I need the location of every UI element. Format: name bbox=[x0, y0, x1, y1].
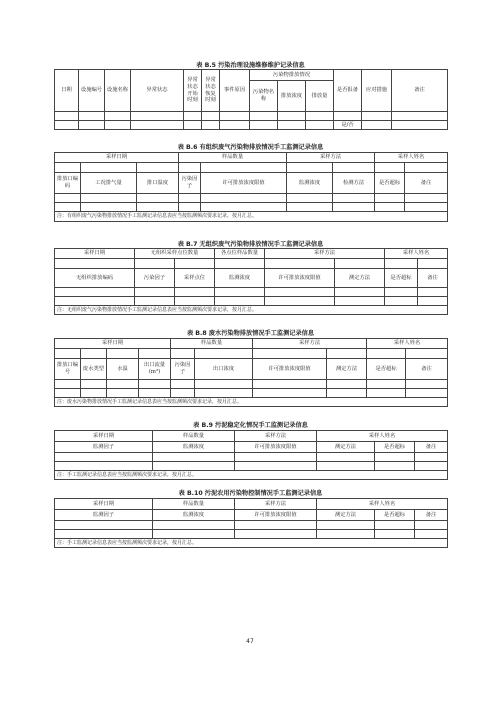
table-b10 bbox=[54, 498, 448, 548]
table-row bbox=[55, 453, 448, 462]
b6-top-sample-count: 样品数量 bbox=[179, 153, 287, 163]
b7-col-test-method: 测定方法 bbox=[335, 269, 385, 288]
table-b8 bbox=[54, 338, 448, 407]
b6-col-outlet-temperature: 排口温度 bbox=[137, 173, 179, 194]
b8-col-outlet-no: 排放口编号 bbox=[55, 359, 81, 380]
table-row bbox=[55, 530, 448, 539]
table-row bbox=[55, 288, 448, 297]
table-row bbox=[55, 462, 448, 471]
b9-col-concentration: 监测浓度 bbox=[153, 442, 235, 453]
b5-header-abnormal-start: 异常状态开始时刻 bbox=[184, 70, 202, 112]
b7-top-sampling-method: 采样方法 bbox=[265, 249, 385, 259]
b6-top-sampler-name: 采样人姓名 bbox=[375, 153, 448, 163]
b6-col-exhaust-volume: 工况排气量 bbox=[81, 173, 137, 194]
page-number: 47 bbox=[246, 638, 254, 645]
b8-top-sampler-name: 采样人姓名 bbox=[367, 339, 448, 349]
b9-col-test-method: 测定方法 bbox=[317, 442, 375, 453]
b5-header-measures: 应对措施 bbox=[362, 70, 392, 112]
b8-col-water-temperature: 水温 bbox=[107, 359, 139, 380]
b9-top-sample-count: 样品数量 bbox=[153, 431, 235, 442]
b10-top-sampling-date: 采样日期 bbox=[55, 499, 153, 510]
b9-top-sampler-name: 采样人姓名 bbox=[317, 431, 448, 442]
b5-header-facility-no: 设施编号 bbox=[79, 70, 105, 112]
table-b7 bbox=[54, 248, 448, 315]
b6-col-pollution-factor: 污染因子 bbox=[179, 173, 201, 194]
b7-col-fugitive-code: 无组织排放编码 bbox=[55, 269, 135, 288]
b7-col-exceed: 是否超标 bbox=[385, 269, 418, 288]
b5-header-emission-group: 污染物排放情况 bbox=[250, 70, 334, 81]
b10-col-concentration: 监测浓度 bbox=[153, 510, 235, 521]
b7-col-permit-limit: 许可排放浓度限值 bbox=[265, 269, 335, 288]
b10-top-sample-count: 样品数量 bbox=[153, 499, 235, 510]
table-b9-caption: 表 B.9 污泥稳定化情况手工监测记录信息 bbox=[193, 422, 308, 429]
table-b10-caption: 表 B.10 污泥农用污染物控制情况手工监测记录信息 bbox=[178, 490, 323, 497]
b7-note: 注：无组织废气污染物排放情况手工监测记录信息表应当按监测频次要求记录，按月汇总。 bbox=[55, 306, 448, 315]
b5-header-remark: 备注 bbox=[392, 70, 448, 112]
b5-header-facility-name: 设施名称 bbox=[105, 70, 131, 112]
table-row bbox=[55, 203, 448, 212]
b10-col-permit-limit: 许可排放浓度限值 bbox=[235, 510, 317, 521]
table-row bbox=[55, 121, 448, 130]
table-row bbox=[55, 194, 448, 203]
b8-top-sampling-method: 采样方法 bbox=[253, 339, 367, 349]
table-b6-caption: 表 B.6 有组织废气污染物排放情况手工监测记录信息 bbox=[177, 144, 324, 151]
b8-col-test-method: 测定方法 bbox=[327, 359, 367, 380]
table-b9 bbox=[54, 430, 448, 480]
b5-header-abnormal-state: 异常状态 bbox=[131, 70, 184, 112]
b5-header-pollutant: 污染物名称 bbox=[250, 81, 278, 112]
table-row bbox=[55, 389, 448, 398]
b5-report-yes-no: 是/否 bbox=[334, 121, 362, 130]
b5-header-concentration: 排放浓度 bbox=[278, 81, 306, 112]
b8-col-outlet-flow: 出口流量(m³) bbox=[139, 359, 171, 380]
b10-col-remark: 备注 bbox=[415, 510, 448, 521]
b7-top-sampler-name: 采样人姓名 bbox=[385, 249, 448, 259]
b10-col-test-method: 测定方法 bbox=[317, 510, 375, 521]
table-b7-caption: 表 B.7 无组织废气污染物排放情况手工监测记录信息 bbox=[177, 241, 324, 248]
b6-col-remark: 备注 bbox=[405, 173, 448, 194]
b5-header-date: 日期 bbox=[55, 70, 79, 112]
b6-top-sampling-date: 采样日期 bbox=[55, 153, 179, 163]
b8-note: 注：废水污染物排放情况手工监测记录信息表应当按监测频次要求记录，按月汇总。 bbox=[55, 398, 448, 407]
b5-header-report: 是否报备 bbox=[334, 70, 362, 112]
table-row bbox=[55, 380, 448, 389]
b7-col-remark: 备注 bbox=[418, 269, 448, 288]
b10-top-sampling-method: 采样方法 bbox=[235, 499, 317, 510]
b6-col-monitored-concentration: 监测浓度 bbox=[287, 173, 333, 194]
table-b5-caption: 表 B.5 污染治理设施维修维护记录信息 bbox=[196, 62, 305, 69]
b7-col-monitored-concentration: 监测浓度 bbox=[215, 269, 265, 288]
b6-top-sampling-method: 采样方法 bbox=[287, 153, 375, 163]
b8-col-wastewater-type: 废水类型 bbox=[81, 359, 107, 380]
b9-col-remark: 备注 bbox=[415, 442, 448, 453]
b9-col-exceed: 是否超标 bbox=[375, 442, 415, 453]
table-row bbox=[55, 297, 448, 306]
b10-col-factor: 监测因子 bbox=[55, 510, 153, 521]
b9-top-sampling-date: 采样日期 bbox=[55, 431, 153, 442]
b6-note: 注：有组织废气污染物排放情况手工监测记录信息表应当按监测频次要求记录，按月汇总。 bbox=[55, 212, 448, 222]
b6-col-permit-limit: 许可排放浓度限值 bbox=[201, 173, 287, 194]
b8-top-sample-count: 样品数量 bbox=[171, 339, 253, 349]
b7-col-sampling-point: 采样点位 bbox=[175, 269, 215, 288]
b9-top-sampling-method: 采样方法 bbox=[235, 431, 317, 442]
b5-header-abnormal-end: 异常状态恢复时刻 bbox=[202, 70, 220, 112]
b9-note: 注：手工监测记录信息表应当按监测频次要求记录，按月汇总。 bbox=[55, 471, 448, 480]
b8-col-remark: 备注 bbox=[406, 359, 448, 380]
table-row bbox=[55, 521, 448, 530]
b5-header-quantity: 排放量 bbox=[306, 81, 334, 112]
b8-col-exceed: 是否超标 bbox=[367, 359, 406, 380]
b7-top-sample-count: 各点位样品数量 bbox=[215, 249, 265, 259]
table-b5 bbox=[54, 69, 448, 130]
b9-col-factor: 监测因子 bbox=[55, 442, 153, 453]
b9-col-permit-limit: 许可排放浓度限值 bbox=[235, 442, 317, 453]
table-b6 bbox=[54, 152, 448, 222]
b8-top-sampling-date: 采样日期 bbox=[55, 339, 171, 349]
b7-top-point-count: 无组织采样点位数量 bbox=[135, 249, 215, 259]
b6-col-exceed: 是否超标 bbox=[375, 173, 405, 194]
b7-col-pollution-factor: 污染因子 bbox=[135, 269, 175, 288]
table-row bbox=[55, 112, 448, 121]
b7-top-sampling-date: 采样日期 bbox=[55, 249, 135, 259]
b8-col-pollution-factor: 污染因子 bbox=[171, 359, 195, 380]
b10-note: 注：手工监测记录信息表应当按监测频次要求记录，按月汇总。 bbox=[55, 539, 448, 548]
b10-top-sampler-name: 采样人姓名 bbox=[317, 499, 448, 510]
b8-col-permit-limit: 许可排放浓度限值 bbox=[253, 359, 327, 380]
b5-header-cause: 事件原因 bbox=[220, 70, 250, 112]
b10-col-exceed: 是否超标 bbox=[375, 510, 415, 521]
b6-col-test-method: 检测方法 bbox=[333, 173, 375, 194]
b8-col-outlet-concentration: 出口浓度 bbox=[195, 359, 253, 380]
b6-col-outlet-code: 排放口编码 bbox=[55, 173, 81, 194]
table-b8-caption: 表 B.8 废水污染物排放情况手工监测记录信息 bbox=[186, 330, 315, 337]
